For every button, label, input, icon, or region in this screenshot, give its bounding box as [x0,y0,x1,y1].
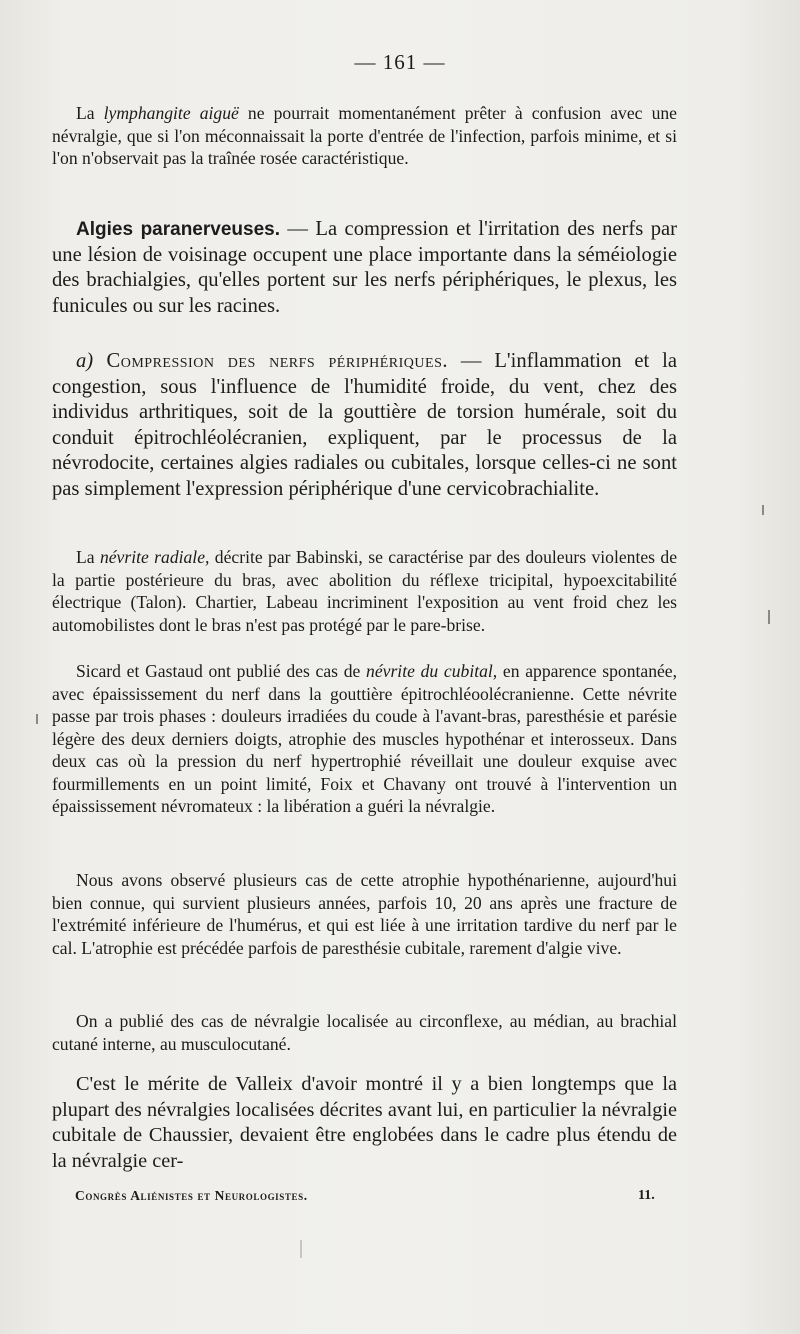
para6-text: Nous avons observé plusieurs cas de cette atrophie hypothénarienne, aujourd'hui bien connue, qui survient plusieurs années, parfois 10, 20 ans après une fracture de l'extrémité inférieure de l'humérus, et qui est liée à une irritation tardive du nerf par le cal. L'atrophie est précédée parfois de paresthésie cubitale, rarement d'algie vive. [52,870,677,958]
paragraph-algies-paranerveuses [52,217,677,319]
paragraph-nevrite-radiale [52,546,677,636]
scan-mark [768,610,770,624]
para1-rest: ne pourrait momentanément prêter à confusion avec une névralgie, que si l'on méconnaissait la porte d'entrée de l'infection, parfois minime, et si l'on n'observait pas la traînée rosée caractéristique. [52,103,677,168]
para7-text: On a publié des cas de névralgie localisée au circonflexe, au médian, au brachial cutané interne, au musculocutané. [52,1011,677,1054]
para4-rest: décrite par Babinski, se caractérise par des douleurs violentes de la partie postérieure du bras, avec abolition du réflexe tricipital, hypoexcitabilité électrique (Talon). Chartier, Labeau incriminent l'exposition au vent froid chez les automobilistes dont le bras n'est pas protégé par le pare-brise. [52,547,677,635]
paragraph-nevrite-cubital [52,660,677,818]
para5-term: névrite du cubital, [366,661,498,681]
paragraph-atrophie [52,869,677,959]
page-number: — 161 — [354,50,446,74]
scan-mark [36,714,38,724]
paragraph-lymphangite [52,102,677,170]
para3-heading: Compression des nerfs périphériques. [93,350,449,372]
scan-mark [300,1240,302,1258]
footer-title: Congrès Aliénistes et Neurologistes. [75,1188,308,1203]
paragraph-compression [52,349,677,502]
para5-lead: Sicard et Gastaud ont publié des cas de [76,661,367,681]
para4-lead: La [76,547,100,567]
para2-rest: — La compression et l'irritation des nerfs par une lésion de voisinage occupent une place importante dans la séméiologie des brachialgies, qu'elles portent sur les nerfs périphériques, le plexus, les funicules ou sur les racines. [52,218,678,317]
para2-heading: Algies paranerveuses. [76,219,280,240]
scan-mark [762,505,764,515]
para1-term: lymphangite aiguë [103,103,239,123]
para3-marker: a) [76,350,94,372]
para3-rest: — L'inflammation et la congestion, sous l'influence de l'humidité froide, du vent, chez des individus arthritiques, soit de la gouttière de torsion humérale, soit du conduit épitrochléolécranien, expliquent, par le processus de la névrodocite, certaines algies radiales ou cubitales, lorsque celles-ci ne sont pas simplement l'expression périphérique d'une cervicobrachialite. [52,350,677,500]
paragraph-valleix [52,1072,677,1174]
para1-lead: La [76,103,104,123]
para5-rest: en apparence spontanée, avec épaississement du nerf dans la gouttière épitrochléoolécranienne. Cette névrite passe par trois phases : douleurs irradiées du coude à l'avant-bras, paresthésie et parésie légère des deux derniers doigts, atrophie des muscles hypothénar et interosseux. Dans deux cas où la pression du nerf hypertrophié réveillait une douleur exquise avec fourmillements en un point limité, Foix et Chavany ont trouvé à l'intervention un épaississement névromateux : la libération a guéri la névralgie. [52,661,678,816]
para8-text: C'est le mérite de Valleix d'avoir montré il y a bien longtemps que la plupart des névralgies localisées décrites avant lui, en particulier la névralgie cubitale de Chaussier, devaient être englobées dans le cadre plus étendu de la névralgie cer- [52,1073,677,1172]
paragraph-circonflexe [52,1010,677,1055]
para4-term: névrite radiale, [99,547,210,567]
footer-signature: 11. [638,1188,655,1203]
